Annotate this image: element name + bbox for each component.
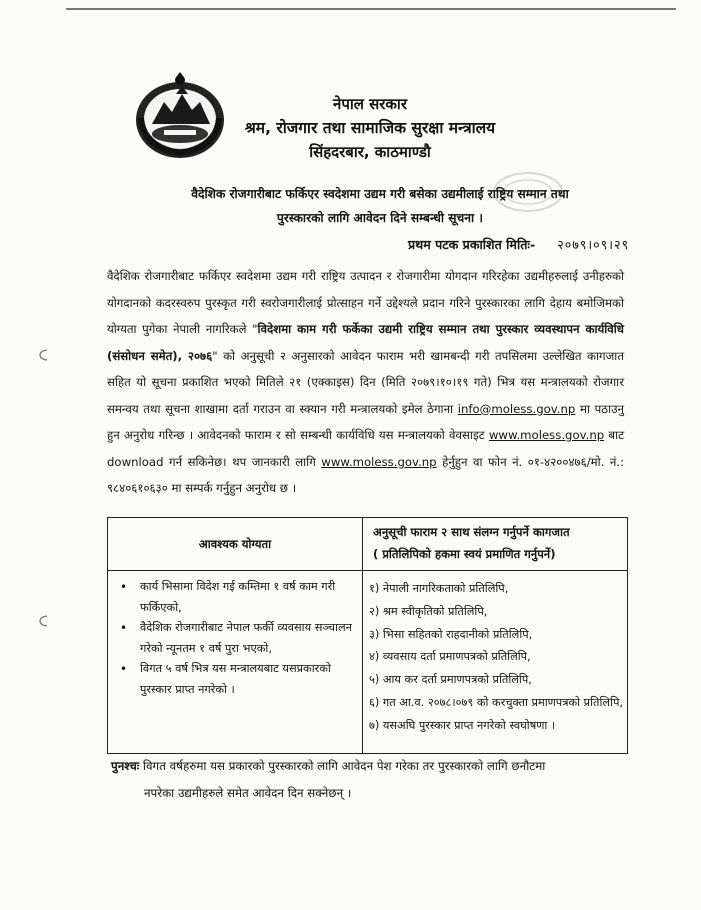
publication-date xyxy=(408,236,629,253)
subject-line-1: वैदेशिक रोजगारीबाट फर्किएर स्वदेशमा उद्यम गरी बसेका उद्यमीलाई राष्ट्रिय सम्मान तथा xyxy=(191,187,569,201)
body-text-2: " को अनुसूची २ अनुसारको आवेदन फाराम भरी खामबन्दी गरी तपसिलमा उल्लेखित कागजात सहित यो सूचना प्रकाशित भएको मितिले २१ (एक्काइस) दिन (मिति २०७९।१०।१९ गते) भित्र यस मन्त्रालयको रोजगार समन्वय तथा सूचना शाखामा दर्ता गराउन वा स्क्यान गरी मन्त्रालयको इमेल ठेगाना xyxy=(107,348,624,416)
qualification-item: • वैदेशिक रोजगारीबाट नेपाल फर्की व्यवसाय सञ्चालन गरेको न्यूनतम १ वर्ष पुरा भएको, xyxy=(140,618,356,659)
qualification-item: • कार्य भिसामा विदेश गई कम्तिमा १ वर्ष काम गरी फर्किएको, xyxy=(140,577,356,618)
documents-header-line-1: अनुसूची फाराम २ साथ संलग्न गर्नुपर्ने कागजात xyxy=(373,525,570,539)
requirements-table xyxy=(107,517,628,754)
ministry-name: श्रम, रोजगार तथा सामाजिक सुरक्षा मन्त्रालय xyxy=(244,119,496,137)
documents-header-line-2: ( प्रतिलिपिको हकमा स्वयं प्रमाणित गर्नुपर्ने) xyxy=(373,547,556,561)
documents-cell xyxy=(363,571,628,754)
government-name: नेपाल सरकार xyxy=(333,95,407,113)
publication-date-label: प्रथम पटक प्रकाशित मितिः- xyxy=(408,237,536,252)
table-header-row xyxy=(108,518,628,571)
notice-subject xyxy=(150,182,610,230)
qualification-list xyxy=(118,577,356,700)
document-item: १) नेपाली नागरिकताको प्रतिलिपि, xyxy=(369,582,509,595)
publication-date-value: २०७९।०९।२९ xyxy=(557,237,630,252)
qualification-cell xyxy=(108,571,363,754)
document-item: २) श्रम स्वीकृतिको प्रतिलिपि, xyxy=(369,604,488,618)
document-item: ६) गत आ.व. २०७८।०७९ को करचुक्ता प्रमाणपत्रको प्रतिलिपि, xyxy=(369,695,623,709)
body-text-1: वैदेशिक रोजगारीबाट फर्किएर स्वदेशमा उद्यम गरी राष्ट्रिय उत्पादन र रोजगारीमा योगदान गरिरहेका उद्यमीहरुलाई उनीहरुको योगदानको कदरस्वरुप पुरस्कृत गरी स्वरोजगारीलाई प्रोत्साहन गर्ने उद्देश्यले प्रदान गरिने पुरस्कारका लागि देहाय बमोजिमको योग्यता पुगेका नेपाली नागरिकले " xyxy=(107,269,624,336)
binder-hole-icon xyxy=(38,614,50,628)
ministry-address: सिंहदरबार, काठमाण्डौ xyxy=(309,143,431,161)
document-item: ४) व्यवसाय दर्ता प्रमाणपत्रको प्रतिलिपि, xyxy=(369,650,531,664)
documents-list xyxy=(369,578,623,738)
document-item: ३) भिसा सहितको राहदानीको प्रतिलिपि, xyxy=(369,627,533,641)
binder-hole-icon xyxy=(38,348,50,362)
website-link-2[interactable]: www.moless.gov.np xyxy=(321,454,437,469)
postscript-label: पुनश्चः xyxy=(111,759,140,773)
postscript xyxy=(111,753,621,807)
document-item: ७) यसअघि पुरस्कार प्राप्त नगरेको स्वघोषणा । xyxy=(369,718,556,732)
document-item: ५) आय कर दर्ता प्रमाणपत्रको प्रतिलिपि, xyxy=(369,673,532,687)
qualification-header: आवश्यक योग्यता xyxy=(108,518,363,571)
email-link[interactable]: info@moless.gov.np xyxy=(457,401,576,416)
body-text-4: बाट download गर्न सकिनेछ। थप जानकारी लागि xyxy=(107,428,624,469)
body-text-5: हेर्नुहुन वा फोन नं. ०१-४२००४७६/मो. नं.: ९८४०६१०६३० मा सम्पर्क गर्नुहुन अनुरोध छ । xyxy=(107,454,625,495)
top-rule xyxy=(66,8,676,10)
documents-header xyxy=(363,518,628,571)
letterhead xyxy=(200,92,540,164)
table-row xyxy=(108,571,628,754)
qualification-item: • विगत ५ वर्ष भित्र यस मन्त्रालयबाट यसप्रकारको पुरस्कार प्राप्त नगरेको । xyxy=(140,659,356,700)
postscript-line-2: नपरेका उद्यमीहरुले समेत आवेदन दिन सक्नेछन् । xyxy=(144,786,352,800)
body-text-3: मा पठाउनु हुन अनुरोध गरिन्छ । आवेदनको फाराम र सो सम्बन्धी कार्यविधि यस मन्त्रालयको वेवसाइट xyxy=(107,401,625,442)
website-link-1[interactable]: www.moless.gov.np xyxy=(488,428,605,442)
subject-line-2: पुरस्कारको लागि आवेदन दिने सम्बन्धी सूचना । xyxy=(276,211,484,225)
procedure-name: विदेशमा काम गरी फर्केका उद्यमी राष्ट्रिय सम्मान तथा पुरस्कार व्यवस्थापन कार्यविधि (संसोधन समेत), २०७६ xyxy=(107,322,624,363)
postscript-line-1: विगत वर्षहरुमा यस प्रकारको पुरस्कारको लागि आवेदन पेश गरेका तर पुरस्कारको लागि छनौटमा xyxy=(139,759,546,773)
notice-body xyxy=(107,263,624,502)
